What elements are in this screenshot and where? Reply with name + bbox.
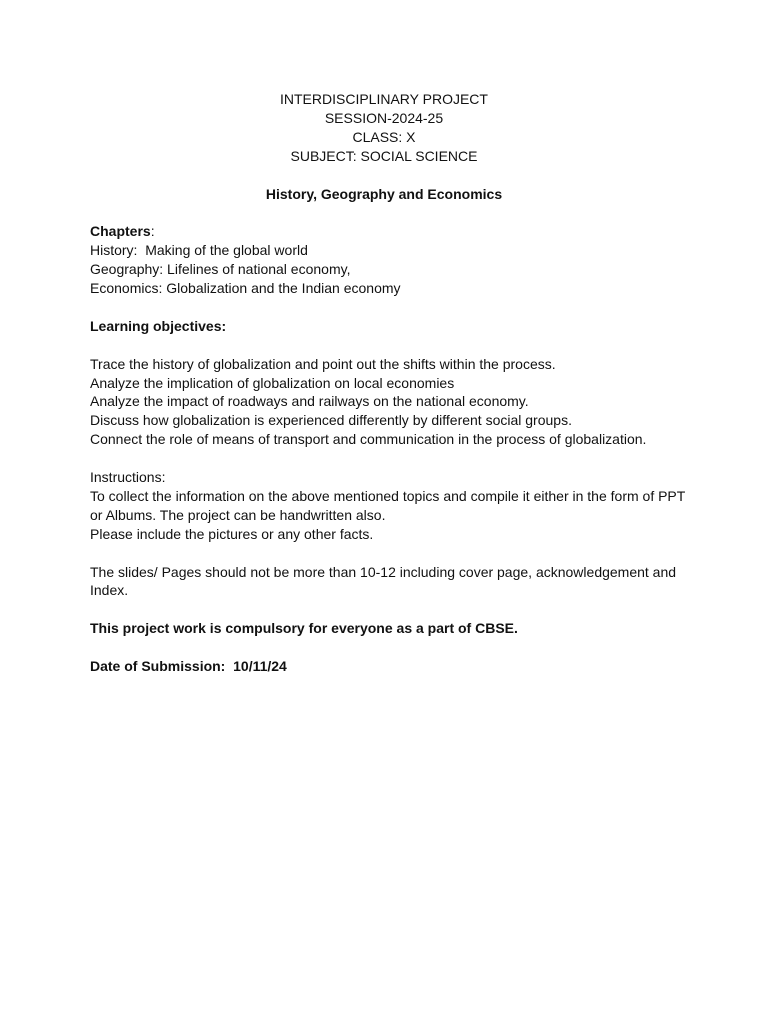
chapter-geography: Geography: Lifelines of national economy, xyxy=(90,261,351,278)
slides-note-line: Index. xyxy=(90,582,129,599)
project-header xyxy=(74,90,694,166)
instructions-line: To collect the information on the above mentioned topics and compile it either in the form of PPT xyxy=(90,487,686,504)
objective-item: Discuss how globalization is experienced differently by different social groups. xyxy=(90,412,572,429)
header-session: SESSION-2024-25 xyxy=(324,109,444,126)
header-project-title: INTERDISCIPLINARY PROJECT xyxy=(280,91,488,107)
objective-item: Connect the role of means of transport and communication in the process of globalization. xyxy=(90,431,647,448)
chapters-heading xyxy=(90,222,690,241)
chapters-colon: : xyxy=(150,223,155,240)
instructions-line: or Albums. The project can be handwritten also. xyxy=(90,506,386,523)
objective-item: Analyze the impact of roadways and railways on the national economy. xyxy=(90,393,529,410)
submission-date: Date of Submission: 10/11/24 xyxy=(90,658,287,675)
chapters-label: Chapters xyxy=(90,223,151,240)
objective-item: Analyze the implication of globalization on local economies xyxy=(90,374,455,391)
header-subject: SUBJECT: SOCIAL SCIENCE xyxy=(290,147,478,164)
document-subtitle: History, Geography and Economics xyxy=(265,185,503,202)
objective-item: Trace the history of globalization and point out the shifts within the process. xyxy=(90,355,556,372)
chapter-history: History: Making of the global world xyxy=(90,242,308,259)
instructions-line: Please include the pictures or any other facts. xyxy=(90,525,374,542)
header-class: CLASS: X xyxy=(352,128,416,145)
learning-objectives-heading: Learning objectives: xyxy=(90,317,227,334)
chapter-economics: Economics: Globalization and the Indian economy xyxy=(90,280,401,297)
instructions-heading: Instructions: xyxy=(90,469,166,486)
slides-note-line: The slides/ Pages should not be more than 10-12 including cover page, acknowledgement and xyxy=(90,563,677,580)
compulsory-note: This project work is compulsory for everyone as a part of CBSE. xyxy=(90,620,518,637)
document-body xyxy=(90,90,690,676)
